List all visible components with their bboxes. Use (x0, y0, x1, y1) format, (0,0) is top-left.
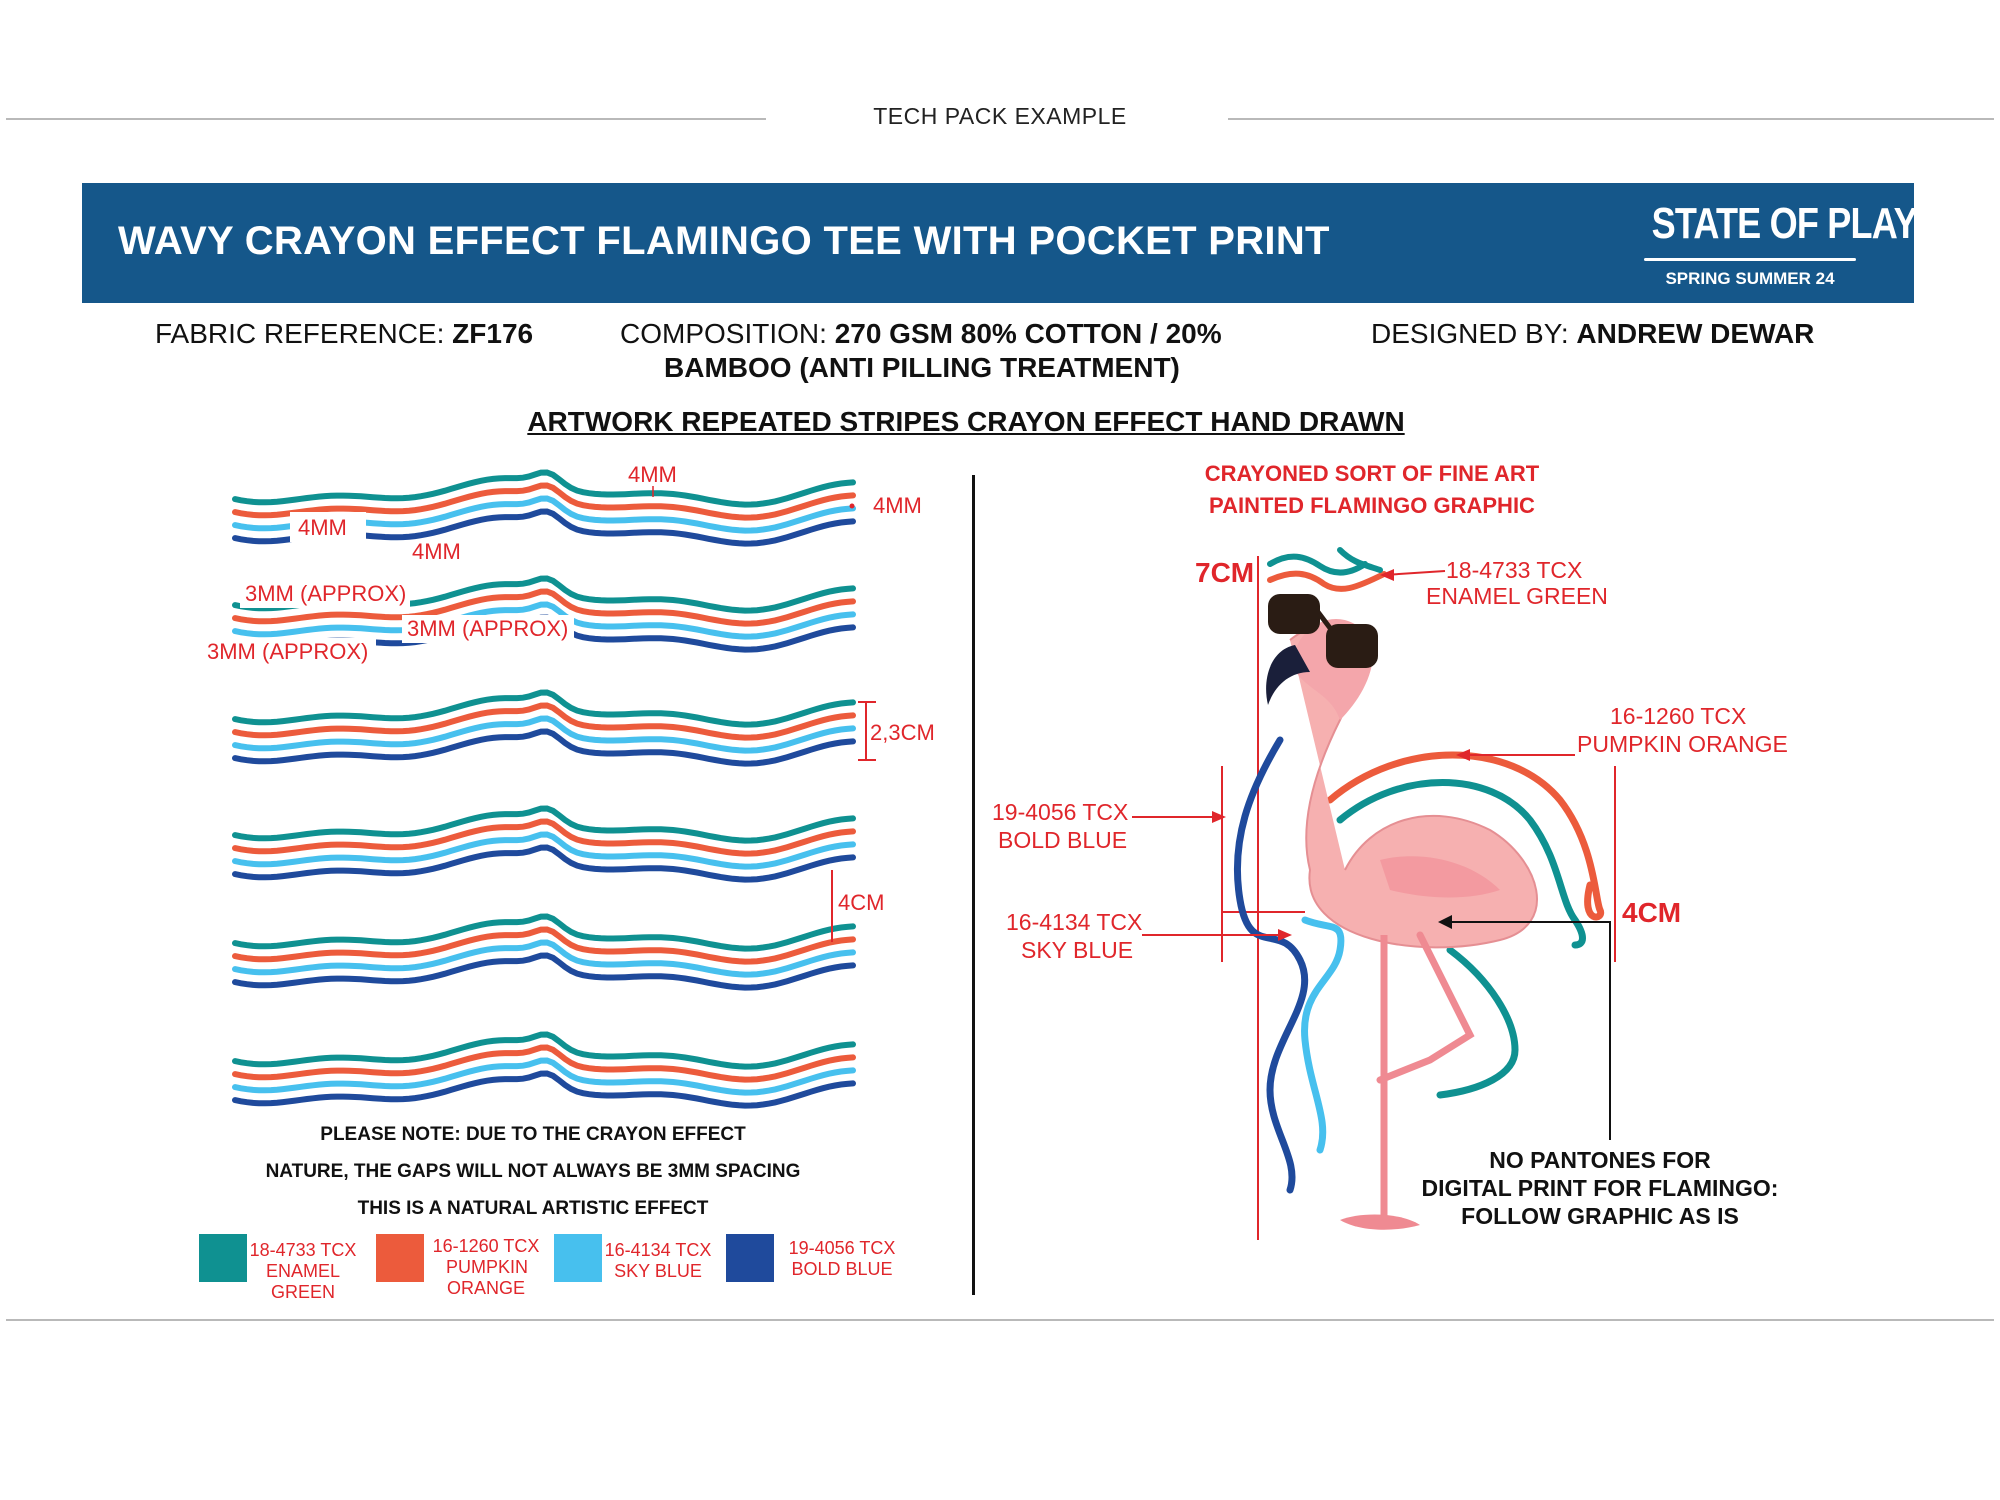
footer-rule (6, 1319, 1994, 1321)
swatch-name: SKY BLUE (614, 1261, 702, 1281)
sunglasses-left-lens (1268, 594, 1320, 634)
width-4cm-label: 4CM (1622, 897, 1682, 928)
crayon-note-line3: THIS IS A NATURAL ARTISTIC EFFECT (357, 1198, 709, 1219)
callout-arrow-bold-blue (1212, 811, 1226, 823)
stripe-group (235, 1035, 853, 1106)
designer-label: DESIGNED BY: (1371, 318, 1577, 349)
composition-value-line1: 270 GSM 80% COTTON / 20% (834, 318, 1222, 349)
stripe-group (235, 917, 853, 988)
crayon-note-line2: NATURE, THE GAPS WILL NOT ALWAYS BE 3MM SPACING (265, 1161, 801, 1182)
outline-sky-blue (1305, 920, 1341, 1150)
garment-title: WAVY CRAYON EFFECT FLAMINGO TEE WITH POCKET PRINT (118, 219, 1330, 263)
callout-bold-name: BOLD BLUE (998, 827, 1128, 853)
gap-marker-right (850, 504, 855, 509)
approx-label-2: 3MM (APPROX) (407, 616, 569, 641)
pantone-note-line3: FOLLOW GRAPHIC AS IS (1461, 1203, 1739, 1229)
callout-orange-code: 16-1260 TCX (1610, 703, 1747, 729)
swatch-pumpkin-orange (376, 1234, 424, 1282)
pantone-note-line2: DIGITAL PRINT FOR FLAMINGO: (1421, 1175, 1779, 1201)
flamingo-panel (992, 461, 1788, 1240)
callout-orange-name: PUMPKIN ORANGE (1577, 731, 1788, 757)
brand-name: STATE OF PLAY (1651, 199, 1917, 248)
composition-label: COMPOSITION: (620, 318, 835, 349)
swatch-code: 19-4056 TCX (788, 1238, 896, 1258)
callout-bold-code: 19-4056 TCX (992, 799, 1129, 825)
swatch-bold-blue (726, 1234, 774, 1282)
gap-label-right: 4MM (873, 493, 922, 518)
swatch-code: 16-4134 TCX (604, 1240, 712, 1260)
height-label: 2,3CM (870, 720, 935, 745)
sunglasses-right-lens (1326, 624, 1378, 668)
swatch-label-enamel-green (248, 1240, 358, 1303)
approx-label-3: 3MM (APPROX) (207, 639, 369, 664)
document-title: TECH PACK EXAMPLE (873, 103, 1127, 129)
approx-label-1: 3MM (APPROX) (245, 581, 407, 606)
swatch-sky-blue (554, 1234, 602, 1282)
spacing-label: 4CM (838, 890, 885, 915)
gap-label-top: 4MM (628, 462, 677, 487)
artwork-section-title: ARTWORK REPEATED STRIPES CRAYON EFFECT HAND DRAWN (527, 406, 1405, 437)
stripe-group (235, 809, 853, 880)
swatch-code: 18-4733 TCX (249, 1240, 357, 1260)
swatch-name: ENAMEL GREEN (265, 1261, 341, 1302)
swatch-label-pumpkin-orange (428, 1236, 544, 1299)
pantone-note (1390, 1146, 1810, 1230)
outline-bold-blue (1237, 740, 1304, 1190)
outline-green-leg (1440, 950, 1515, 1095)
composition-value-line2: BAMBOO (ANTI PILLING TREATMENT) (664, 352, 1180, 383)
stripe-group (235, 693, 853, 764)
gap-label-bottom: 4MM (412, 539, 461, 564)
pantone-note-line1: NO PANTONES FOR (1489, 1147, 1711, 1173)
fabric-reference-value: ZF176 (452, 318, 534, 349)
callout-sky-name: SKY BLUE (1021, 937, 1134, 963)
swatch-name: PUMPKIN ORANGE (446, 1257, 529, 1298)
swatch-code: 16-1260 TCX (432, 1236, 540, 1256)
callout-arrow-orange (1456, 749, 1470, 761)
callout-green-name: ENAMEL GREEN (1426, 583, 1608, 609)
designer-value: ANDREW DEWAR (1576, 318, 1815, 349)
flamingo-stripe-orange (1270, 574, 1384, 589)
flamingo-graphic (1266, 594, 1537, 1230)
swatch-enamel-green (199, 1234, 247, 1282)
fabric-reference-label: FABRIC REFERENCE: (155, 318, 453, 349)
callout-green-code: 18-4733 TCX (1446, 557, 1583, 583)
brand-season: SPRING SUMMER 24 (1665, 269, 1835, 288)
swatch-label-sky-blue (602, 1240, 714, 1282)
height-7cm-label: 7CM (1195, 557, 1255, 588)
flamingo-heading-line2: PAINTED FLAMINGO GRAPHIC (1209, 493, 1535, 518)
flamingo-heading-line1: CRAYONED SORT OF FINE ART (1204, 461, 1540, 486)
gap-label-left: 4MM (298, 515, 347, 540)
callout-sky-code: 16-4134 TCX (1006, 909, 1143, 935)
wavy-stripe-groups (235, 473, 853, 1106)
crayon-note-line1: PLEASE NOTE: DUE TO THE CRAYON EFFECT (320, 1124, 746, 1145)
swatch-name: BOLD BLUE (791, 1259, 893, 1279)
swatch-label-bold-blue (784, 1238, 900, 1280)
